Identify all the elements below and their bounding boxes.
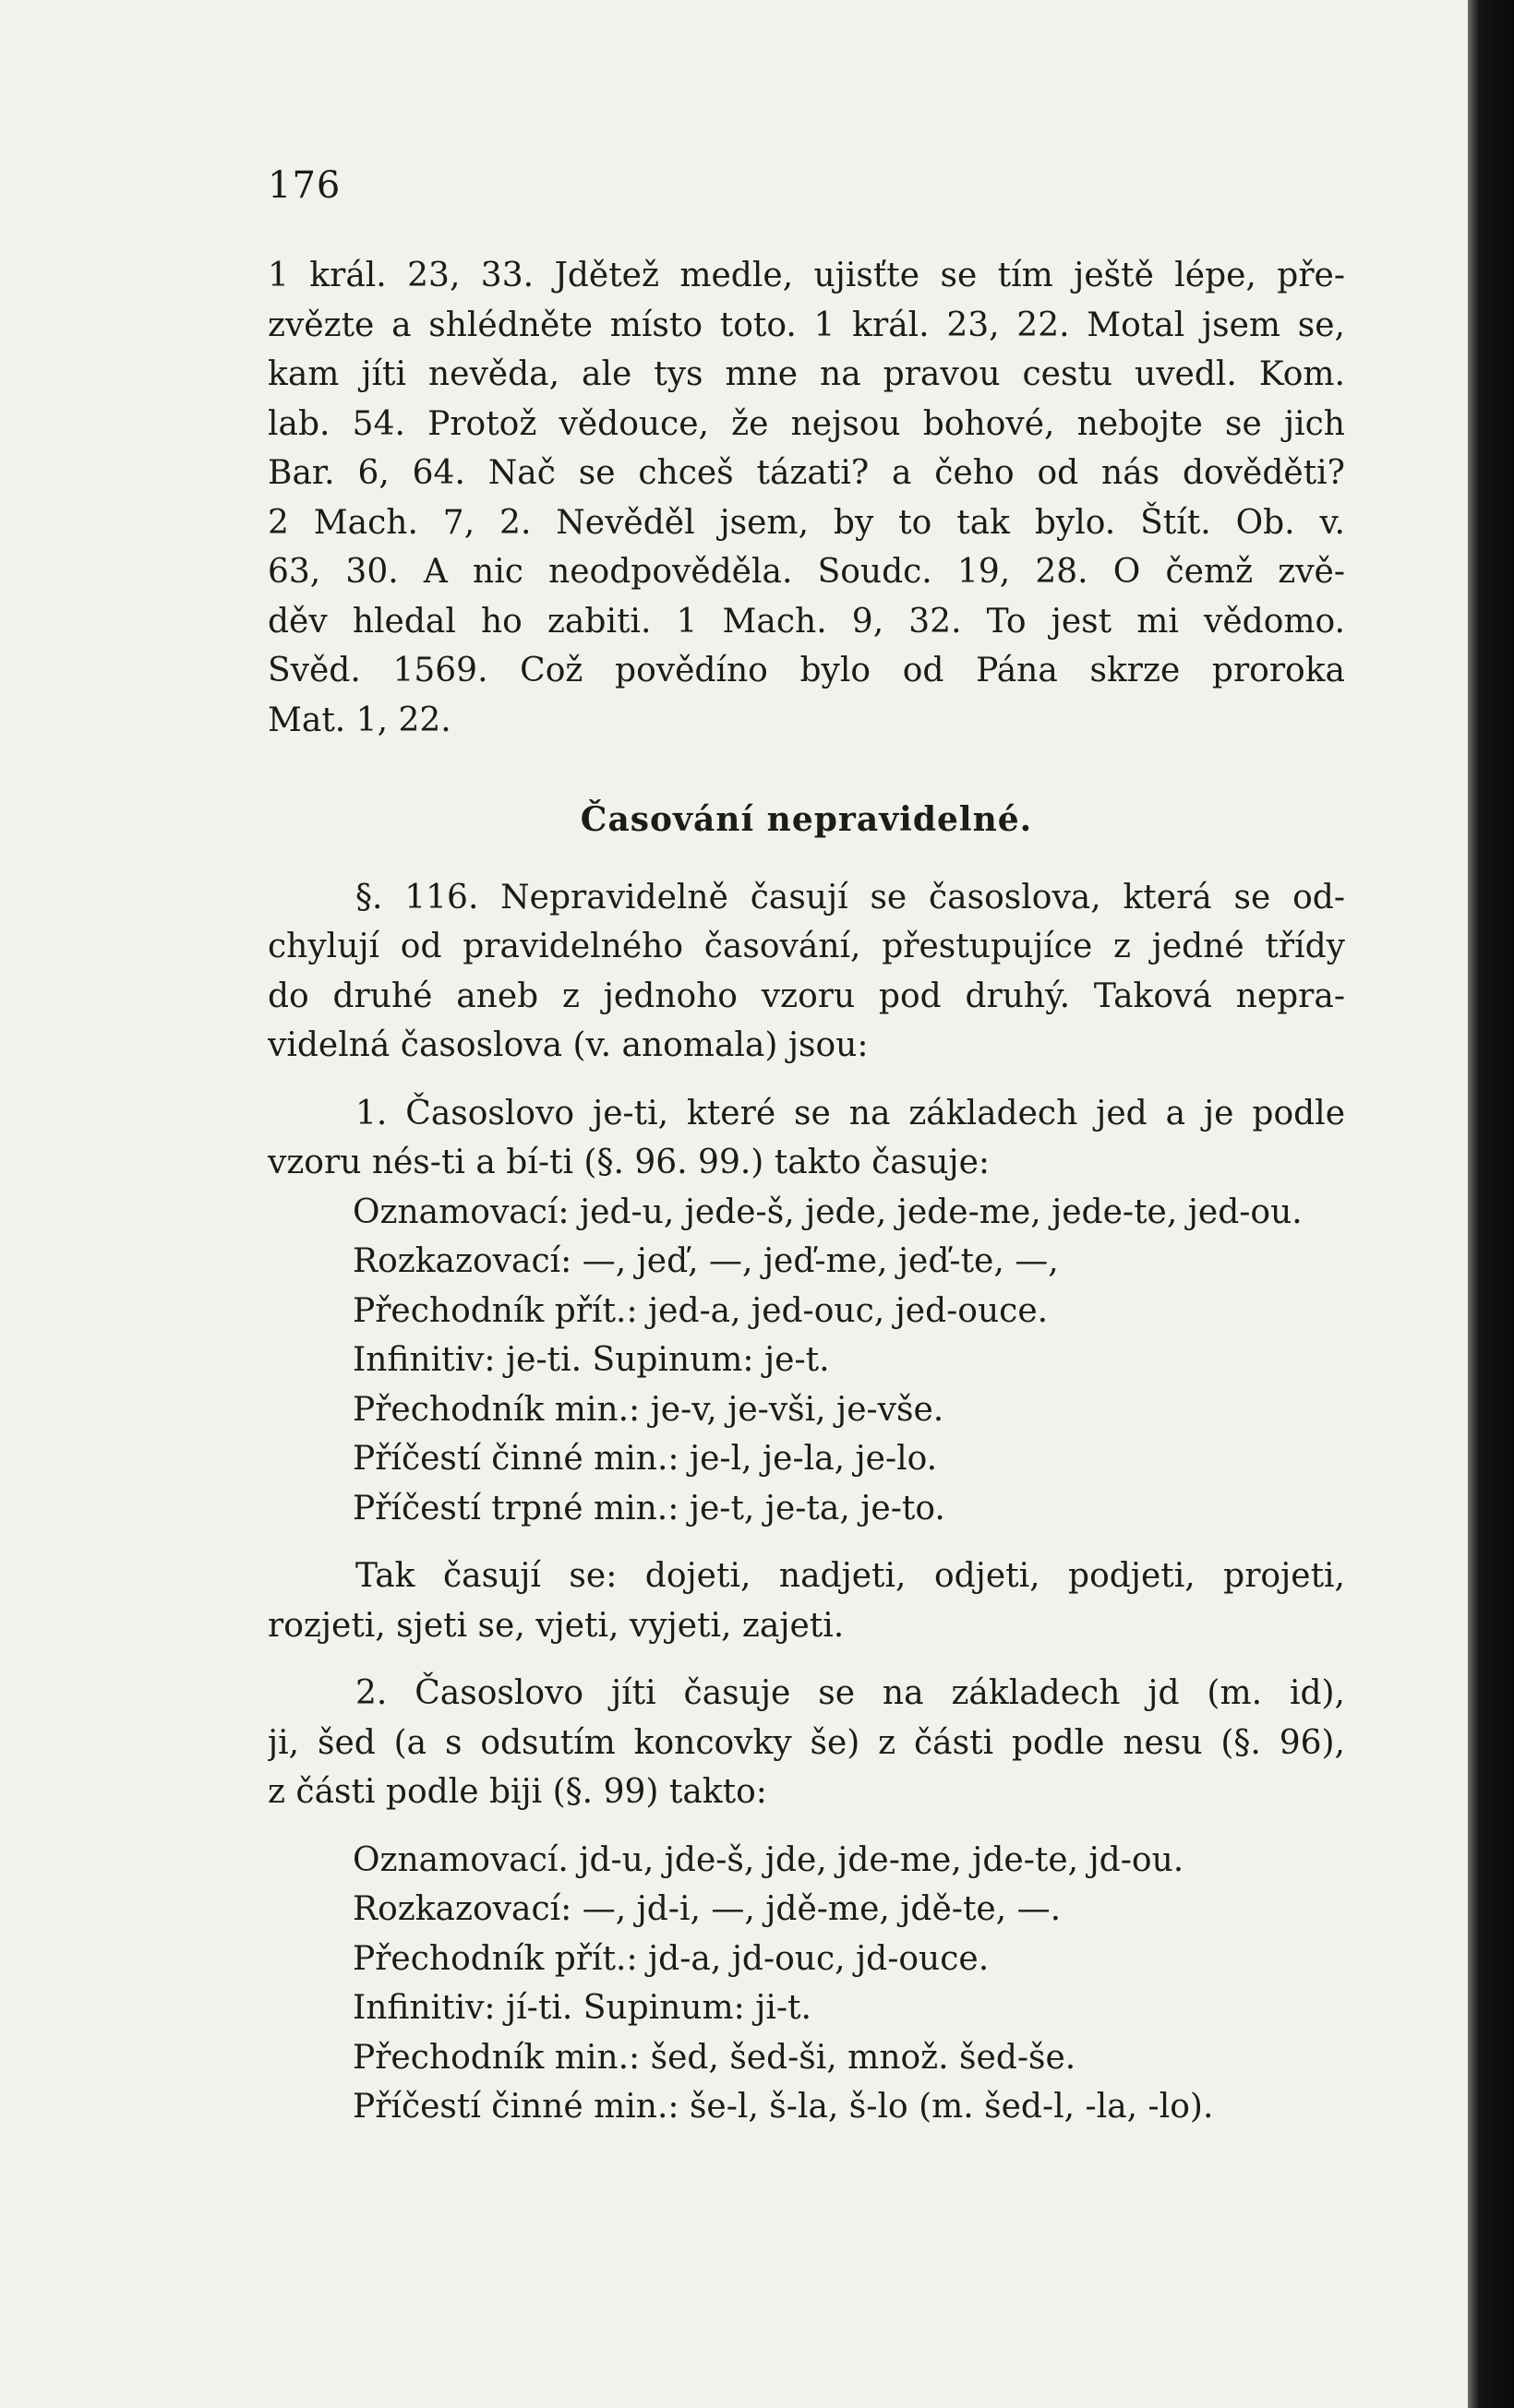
text-line: vzoru nés-ti a bí-ti (§. 96. 99.) takto časuje: bbox=[268, 1144, 990, 1181]
text-line: kam jíti nevěda, ale tys mne na pravou cestu uvedl. Kom. bbox=[268, 355, 1345, 393]
paragraph-gap bbox=[268, 1533, 1345, 1551]
paragraph-gap bbox=[268, 1817, 1345, 1836]
text-line: z části podle biji (§. 99) takto: bbox=[268, 1773, 767, 1811]
text-line: §. 116. Nepravidelně časují se časoslova, která se od- bbox=[355, 878, 1345, 916]
text-line: Tak časují se: dojeti, nadjeti, odjeti, podjeti, projeti, bbox=[355, 1557, 1345, 1595]
conjugation-line: Přechodník min.: šed, šed-ši, množ. šed-še. bbox=[353, 2038, 1076, 2077]
conjugation-line: Oznamovací. jd-u, jde-š, jde, jde-me, jde-te, jd-ou. bbox=[353, 1840, 1184, 1879]
text-line: lab. 54. Protož vědouce, že nejsou bohové, nebojte se jich bbox=[268, 404, 1345, 443]
text-line: Mat. 1, 22. bbox=[268, 701, 451, 739]
text-line: videlná časoslova (v. anomala) jsou: bbox=[268, 1026, 869, 1064]
book-spine-shadow bbox=[1468, 0, 1514, 2408]
page-text bbox=[268, 251, 1345, 2132]
conjugation-line: Příčestí činné min.: je-l, je-la, je-lo. bbox=[353, 1440, 938, 1478]
text-line: 2. Časoslovo jíti časuje se na základech jd (m. id), bbox=[355, 1674, 1345, 1712]
paragraph-gap bbox=[268, 1071, 1345, 1089]
conjugation-line: Rozkazovací: —, jeď, —, jeď-me, jeď-te, —, bbox=[353, 1242, 1059, 1280]
conjugation-line: Přechodník přít.: jed-a, jed-ouc, jed-ouce. bbox=[353, 1291, 1049, 1330]
conjugation-line: Přechodník min.: je-v, je-vši, je-vše. bbox=[353, 1390, 944, 1429]
page-number: 176 bbox=[268, 164, 342, 207]
text-line: Svěd. 1569. Což povědíno bylo od Pána skrze proroka bbox=[268, 652, 1345, 689]
conjugation-line: Rozkazovací: —, jd-i, —, jdě-me, jdě-te, —. bbox=[353, 1890, 1062, 1928]
text-line: zvězte a shlédněte místo toto. 1 král. 23, 22. Motal jsem se, bbox=[268, 305, 1345, 344]
text-line: chylují od pravidelného časování, přestupujíce z jedné třídy bbox=[268, 928, 1345, 965]
conjugation-line: Příčestí trpné min.: je-t, je-ta, je-to. bbox=[353, 1489, 945, 1527]
text-line: rozjeti, sjeti se, vjeti, vyjeti, zajeti. bbox=[268, 1606, 845, 1645]
text-line: děv hledal ho zabiti. 1 Mach. 9, 32. To jest mi vědomo. bbox=[268, 602, 1345, 641]
conjugation-line: Příčestí činné min.: še-l, š-la, š-lo (m. šed-l, -la, -lo). bbox=[353, 2088, 1214, 2126]
conjugation-line: Přechodník přít.: jd-a, jd-ouc, jd-ouce. bbox=[353, 1939, 990, 1978]
text-line: 1. Časoslovo je-ti, které se na základech jed a je podle bbox=[355, 1094, 1345, 1132]
text-line: 63, 30. A nic neodpověděla. Soudc. 19, 28. O čemž zvě- bbox=[268, 553, 1345, 591]
text-line: Bar. 6, 64. Nač se chceš tázati? a čeho od nás dověděti? bbox=[268, 454, 1345, 492]
conjugation-line: Infinitiv: jí-ti. Supinum: ji-t. bbox=[353, 1989, 811, 2027]
text-line: 2 Mach. 7, 2. Nevěděl jsem, by to tak bylo. Štít. Ob. v. bbox=[268, 503, 1345, 542]
text-line: do druhé aneb z jednoho vzoru pod druhý. Taková nepra- bbox=[268, 976, 1345, 1015]
paragraph-gap bbox=[268, 1650, 1345, 1669]
conjugation-line: Oznamovací: jed-u, jede-š, jede, jede-me, jede-te, jed-ou. bbox=[353, 1192, 1303, 1231]
conjugation-line: Infinitiv: je-ti. Supinum: je-t. bbox=[353, 1341, 830, 1379]
section-heading: Časování nepravidelné. bbox=[580, 800, 1033, 839]
text-line: 1 král. 23, 33. Jdětež medle, ujisťte se tím ještě lépe, pře- bbox=[268, 257, 1345, 294]
text-line: ji, šed (a s odsutím koncovky še) z části podle nesu (§. 96), bbox=[268, 1723, 1345, 1762]
